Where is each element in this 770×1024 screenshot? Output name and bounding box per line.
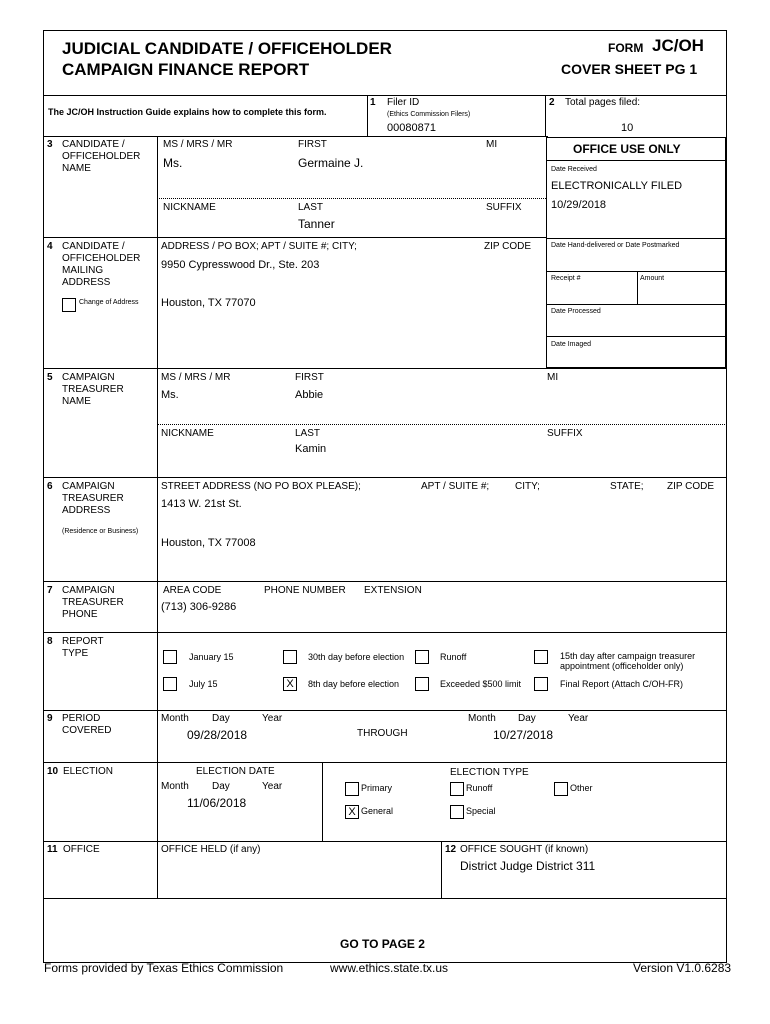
s10-month-label: Month: [161, 781, 189, 792]
s9-num: 9: [47, 713, 53, 724]
candidate-first-name[interactable]: Germaine J.: [298, 156, 364, 170]
s4-addr-label: ADDRESS / PO BOX; APT / SUITE #; CITY;: [161, 241, 357, 252]
pages-num: 2: [549, 97, 555, 108]
s4-label-4: ADDRESS: [62, 277, 111, 288]
divider: [157, 198, 546, 199]
election-runoff-label: Runoff: [466, 783, 493, 793]
report-final-label: Final Report (Attach C/OH-FR): [560, 679, 684, 689]
divider: [43, 95, 727, 96]
s3-first-label: FIRST: [298, 139, 327, 150]
s9-label-1: PERIOD: [62, 713, 101, 724]
s10-day-label: Day: [212, 781, 230, 792]
s6-label-2: TREASURER: [62, 493, 124, 504]
s9-day-label-2: Day: [518, 713, 536, 724]
s3-label-3: NAME: [62, 163, 91, 174]
s6-label-3: ADDRESS: [62, 505, 111, 516]
s10-label: ELECTION: [63, 766, 114, 777]
s6-zip-label: ZIP CODE: [667, 481, 715, 492]
office-use-title: OFFICE USE ONLY: [573, 142, 681, 156]
report-8day-checkbox[interactable]: X: [283, 677, 297, 691]
s6-apt-label: APT / SUITE #;: [421, 481, 490, 492]
s7-num: 7: [47, 585, 53, 596]
go-to-page-2: GO TO PAGE 2: [340, 937, 425, 951]
report-exceeded-label: Exceeded $500 limit: [440, 679, 522, 689]
s10-year-label: Year: [262, 781, 283, 792]
s4-num: 4: [47, 241, 53, 252]
period-to-date[interactable]: 10/27/2018: [493, 728, 554, 742]
filer-num: 1: [370, 97, 376, 108]
s9-day-label: Day: [212, 713, 230, 724]
report-runoff-checkbox[interactable]: [415, 650, 429, 664]
s9-label-2: COVERED: [62, 725, 112, 736]
s10-num: 10: [47, 766, 59, 777]
cover-sheet-label: COVER SHEET PG 1: [561, 61, 698, 77]
election-general-label: General: [361, 806, 394, 816]
footer-provider: Forms provided by Texas Ethics Commission: [44, 961, 284, 975]
s6-label-1: CAMPAIGN: [62, 481, 115, 492]
treasurer-address-line2[interactable]: Houston, TX 77008: [161, 537, 256, 549]
phone-number-label: PHONE NUMBER: [264, 585, 346, 596]
report-15th-checkbox[interactable]: [534, 650, 548, 664]
s8-label-2: TYPE: [62, 648, 89, 659]
report-jan15-label: January 15: [189, 652, 234, 662]
divider: [546, 271, 726, 272]
treasurer-address-line1[interactable]: 1413 W. 21st St.: [161, 498, 242, 510]
report-30day-checkbox[interactable]: [283, 650, 297, 664]
election-date-label: ELECTION DATE: [196, 766, 275, 777]
divider: [43, 632, 727, 633]
election-other-checkbox[interactable]: [554, 782, 568, 796]
divider: [546, 238, 726, 239]
election-primary-label: Primary: [361, 783, 392, 793]
s3-label-2: OFFICEHOLDER: [62, 151, 141, 162]
total-pages-value[interactable]: 10: [621, 122, 634, 134]
divider: [43, 710, 727, 711]
s6-state-label: STATE;: [610, 481, 644, 492]
treasurer-prefix[interactable]: Ms.: [161, 389, 179, 401]
filer-id-value[interactable]: 00080871: [387, 122, 436, 134]
report-30day-label: 30th day before election: [308, 652, 405, 662]
candidate-last-name[interactable]: Tanner: [298, 217, 335, 231]
form-title-line2: CAMPAIGN FINANCE REPORT: [62, 60, 310, 79]
divider: [157, 136, 158, 898]
election-date-value[interactable]: 11/06/2018: [187, 796, 247, 810]
s4-zip-label: ZIP CODE: [484, 241, 532, 252]
s11-num: 11: [47, 844, 58, 855]
divider: [546, 160, 726, 161]
report-jul15-label: July 15: [189, 679, 218, 689]
s5-first-label: FIRST: [295, 372, 324, 383]
s4-label-2: OFFICEHOLDER: [62, 253, 141, 264]
hand-delivered-label: Date Hand-delivered or Date Postmarked: [551, 242, 680, 249]
divider: [367, 95, 368, 136]
s8-label-1: REPORT: [62, 636, 104, 647]
candidate-address-line2[interactable]: Houston, TX 77070: [161, 297, 256, 309]
pages-label: Total pages filed:: [565, 97, 641, 108]
s8-num: 8: [47, 636, 53, 647]
election-type-label: ELECTION TYPE: [450, 767, 529, 778]
footer-version: Version V1.0.6283: [633, 961, 732, 975]
s6-street-label: STREET ADDRESS (NO PO BOX PLEASE);: [161, 481, 361, 492]
s7-label-2: TREASURER: [62, 597, 124, 608]
s5-prefix-label: MS / MRS / MR: [161, 372, 231, 383]
s3-num: 3: [47, 139, 53, 150]
s5-label-1: CAMPAIGN: [62, 372, 115, 383]
s5-last-label: LAST: [295, 428, 321, 439]
divider: [43, 237, 546, 238]
divider: [545, 95, 546, 136]
through-label: THROUGH: [357, 728, 408, 739]
office-sought-value[interactable]: District Judge District 311: [460, 859, 596, 873]
election-general-checkbox[interactable]: X: [345, 805, 359, 819]
date-received-label: Date Received: [551, 166, 597, 173]
divider: [43, 581, 727, 582]
form-prefix: FORM: [608, 41, 644, 55]
report-15th-label-1: 15th day after campaign treasurer: [560, 651, 696, 661]
divider: [43, 477, 727, 478]
s5-mi-label: MI: [547, 372, 559, 383]
receipt-label: Receipt #: [551, 275, 581, 282]
form-title-line1: JUDICIAL CANDIDATE / OFFICEHOLDER: [62, 39, 392, 58]
treasurer-phone[interactable]: (713) 306-9286: [161, 601, 237, 613]
filer-sublabel: (Ethics Commission Filers): [387, 111, 471, 118]
divider: [546, 304, 726, 305]
candidate-prefix[interactable]: Ms.: [163, 156, 183, 170]
s9-month-label-2: Month: [468, 713, 496, 724]
change-of-address-checkbox[interactable]: [62, 298, 76, 312]
divider: [322, 762, 323, 841]
election-special-label: Special: [466, 806, 496, 816]
form-code: JC/OH: [652, 36, 704, 55]
s6-note: (Residence or Business): [62, 528, 139, 535]
amount-label: Amount: [640, 275, 665, 282]
s9-month-label: Month: [161, 713, 189, 724]
change-of-address-label: Change of Address: [79, 299, 139, 306]
s3-last-label: LAST: [298, 202, 324, 213]
date-imaged-label: Date Imaged: [551, 341, 592, 348]
divider: [43, 136, 548, 137]
s5-suffix-label: SUFFIX: [547, 428, 583, 439]
s7-label-1: CAMPAIGN: [62, 585, 115, 596]
report-jul15-checkbox[interactable]: [163, 677, 177, 691]
area-code-label: AREA CODE: [163, 585, 222, 596]
s3-mi-label: MI: [486, 139, 498, 150]
divider: [43, 841, 727, 842]
footer-website[interactable]: www.ethics.state.tx.us: [330, 961, 449, 975]
date-processed-label: Date Processed: [551, 308, 601, 315]
s5-label-3: NAME: [62, 396, 91, 407]
divider: [546, 336, 726, 337]
s3-label-1: CANDIDATE /: [62, 139, 125, 150]
report-jan15-checkbox[interactable]: [163, 650, 177, 664]
s3-prefix-label: MS / MRS / MR: [163, 139, 233, 150]
divider: [43, 762, 727, 763]
s12-num: 12: [445, 844, 457, 855]
s5-nickname-label: NICKNAME: [161, 428, 214, 439]
office-held-label: OFFICE HELD (if any): [161, 844, 261, 855]
s7-label-3: PHONE: [62, 609, 98, 620]
treasurer-first-name[interactable]: Abbie: [295, 389, 324, 401]
s6-city-label: CITY;: [515, 481, 540, 492]
s6-num: 6: [47, 481, 53, 492]
s3-suffix-label: SUFFIX: [486, 202, 522, 213]
s5-label-2: TREASURER: [62, 384, 124, 395]
filer-label: Filer ID: [387, 97, 420, 108]
divider: [441, 841, 442, 898]
s4-label-1: CANDIDATE /: [62, 241, 125, 252]
treasurer-last-name[interactable]: Kamin: [295, 443, 327, 455]
election-primary-checkbox[interactable]: [345, 782, 359, 796]
s9-year-label-2: Year: [568, 713, 589, 724]
s11-label: OFFICE: [63, 844, 100, 855]
report-exceeded-checkbox[interactable]: [415, 677, 429, 691]
s9-year-label: Year: [262, 713, 283, 724]
divider: [43, 368, 727, 369]
divider: [157, 424, 727, 425]
s5-num: 5: [47, 372, 53, 383]
election-special-checkbox[interactable]: [450, 805, 464, 819]
divider: [637, 271, 638, 304]
office-sought-label: OFFICE SOUGHT (if known): [460, 844, 589, 855]
election-runoff-checkbox[interactable]: [450, 782, 464, 796]
extension-label: EXTENSION: [364, 585, 422, 596]
report-15th-label-2: appointment (officeholder only): [560, 661, 684, 671]
period-from-date[interactable]: 09/28/2018: [187, 728, 248, 742]
election-other-label: Other: [570, 783, 593, 793]
report-8day-label: 8th day before election: [308, 679, 400, 689]
date-received-value: 10/29/2018: [551, 199, 607, 211]
report-runoff-label: Runoff: [440, 652, 467, 662]
divider: [43, 898, 727, 899]
filing-status: ELECTRONICALLY FILED: [551, 180, 683, 192]
report-final-checkbox[interactable]: [534, 677, 548, 691]
s4-label-3: MAILING: [62, 265, 104, 276]
s3-nickname-label: NICKNAME: [163, 202, 216, 213]
candidate-address-line1[interactable]: 9950 Cypresswood Dr., Ste. 203: [161, 259, 320, 271]
instruction-text: The JC/OH Instruction Guide explains how to complete this form.: [48, 107, 327, 117]
